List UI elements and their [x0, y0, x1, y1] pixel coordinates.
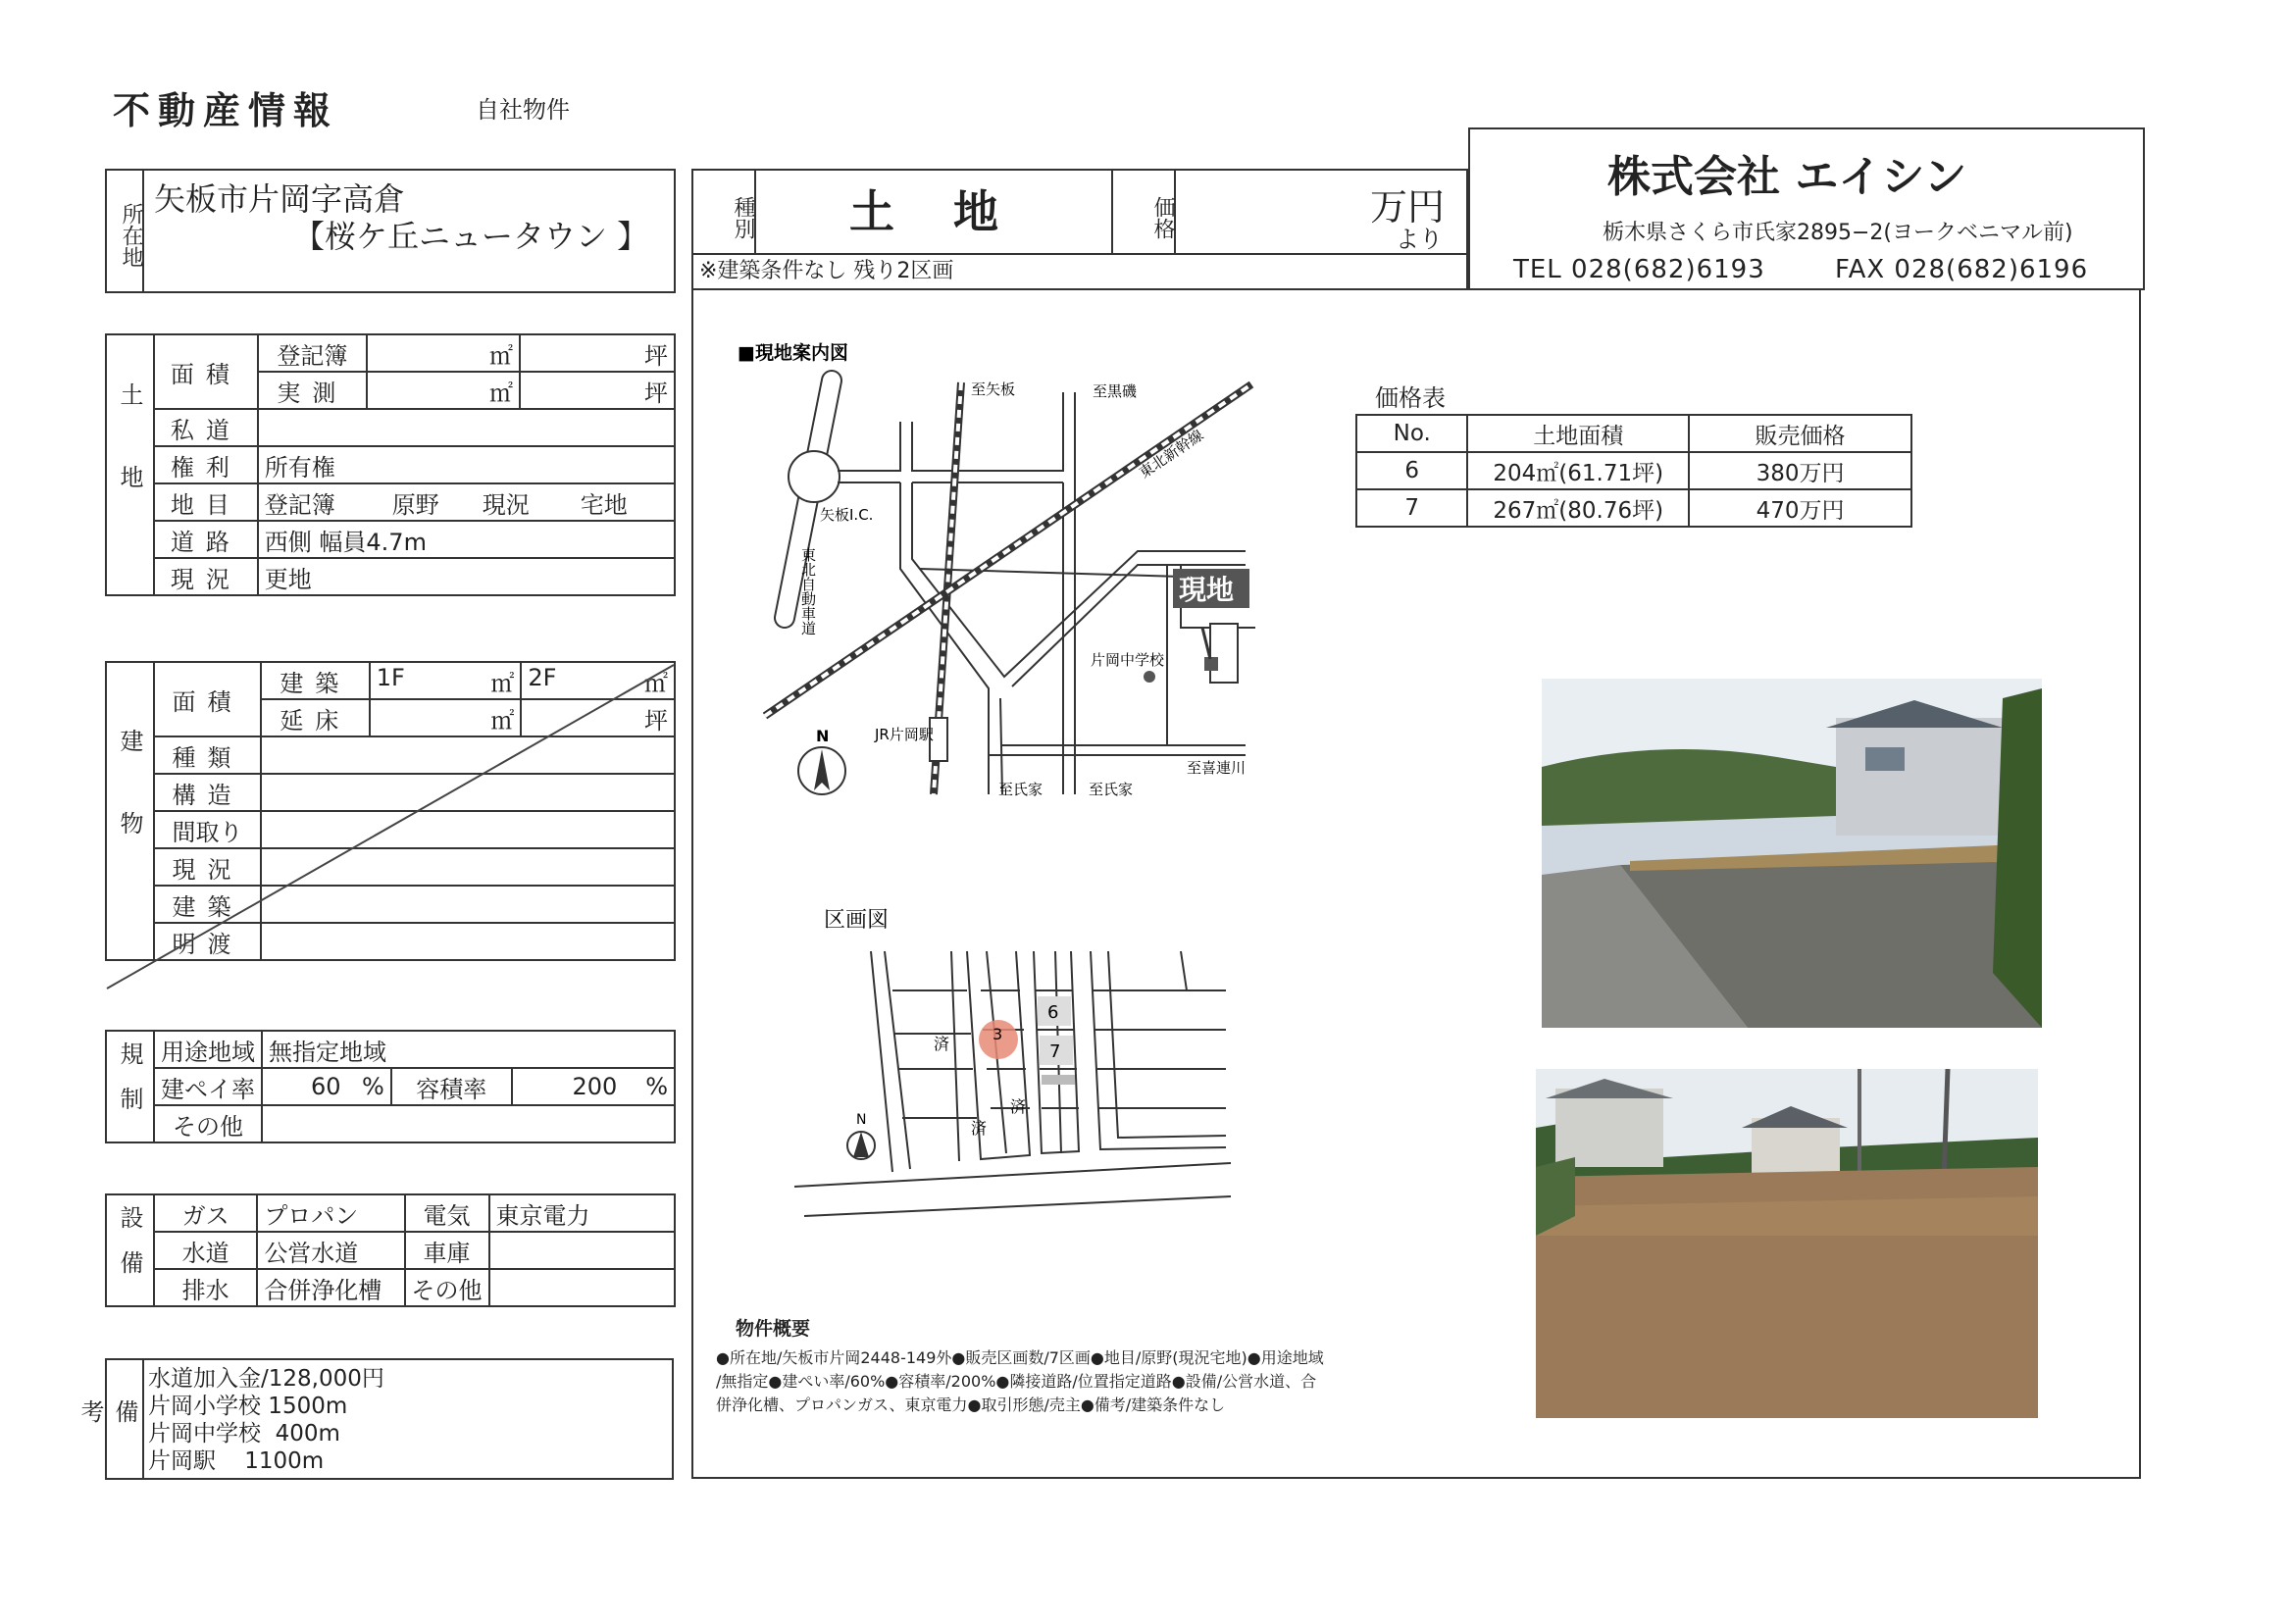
coverage-label: 建ペイ率: [154, 1068, 262, 1105]
garage-value: [489, 1232, 675, 1269]
site-photo-road: [1542, 679, 2042, 1028]
regulation-section-label: 規制: [106, 1031, 154, 1142]
land-table: [105, 333, 676, 596]
land-measured-label: 実測: [258, 372, 367, 409]
built-label: 建築: [154, 886, 261, 923]
category-value: [258, 483, 675, 521]
map-school: 片岡中学校: [1091, 651, 1165, 669]
drain-value: 合併浄化槽: [257, 1269, 404, 1306]
location-box: [105, 169, 676, 293]
private-road-value: [258, 409, 675, 446]
facilities-other-value: [489, 1269, 675, 1306]
land-registry-tsubo: 坪: [520, 334, 675, 372]
regulation-table: [105, 1030, 676, 1143]
rights-label: 権利: [154, 446, 258, 483]
plot-sold2: 済: [1010, 1097, 1027, 1116]
floor2-label: 2F: [528, 663, 557, 691]
price-row-no: 7: [1356, 489, 1467, 527]
regulation-other-label: その他: [154, 1105, 262, 1142]
gas-value: プロパン: [257, 1194, 404, 1232]
layout-label: 間取り: [154, 811, 261, 848]
price-row: [1356, 452, 1911, 489]
land-status-value: 更地: [258, 558, 675, 595]
company-box: [1468, 127, 2145, 290]
kind-label: 種類: [154, 736, 261, 774]
zoning-value: 無指定地域: [262, 1031, 675, 1068]
water-value: 公営水道: [257, 1232, 404, 1269]
price-header-area: 土地面積: [1467, 415, 1689, 452]
page-subtitle: 自社物件: [476, 96, 570, 124]
land-registry-label: 登記簿: [258, 334, 367, 372]
rights-value: 所有権: [258, 446, 675, 483]
remarks-line1: 水道加入金/128,000円: [148, 1366, 384, 1392]
category-registry: 登記簿: [264, 490, 335, 519]
remarks-line4: 片岡駅 1100m: [148, 1448, 325, 1474]
price-table-title: 価格表: [1375, 384, 1446, 412]
land-measured-sqm: ㎡: [367, 372, 520, 409]
total-floor-label: 延床: [261, 699, 370, 736]
gas-label: ガス: [154, 1194, 257, 1232]
coverage-value: 60: [262, 1068, 347, 1105]
regulation-other-value: [262, 1105, 675, 1142]
building-status-label: 現況: [154, 848, 261, 886]
map-station: JR片岡駅: [875, 726, 934, 743]
far-value: 200: [512, 1068, 624, 1105]
plot-sold3: 済: [971, 1119, 988, 1138]
price-row-area: 204㎡(61.71坪): [1467, 452, 1689, 489]
remarks-line3: 片岡中学校 400m: [148, 1421, 340, 1446]
price-header-no: No.: [1356, 415, 1467, 452]
map-shinkansen: 東北新幹線: [1136, 426, 1207, 482]
map-expressway: 東北自動車道: [799, 547, 817, 635]
road-value: 西側 幅員4.7m: [258, 521, 675, 558]
electric-value: 東京電力: [489, 1194, 675, 1232]
price-row-price: 470万円: [1689, 489, 1911, 527]
price-row-price: 380万円: [1689, 452, 1911, 489]
price-unit: 万円: [1370, 185, 1446, 228]
map-ic: 矢板I.C.: [820, 506, 874, 524]
road-label: 道路: [154, 521, 258, 558]
private-road-label: 私道: [154, 409, 258, 446]
plot-lot6: 6: [1047, 1002, 1059, 1023]
type-note: ※建築条件なし 残り2区画: [693, 253, 1466, 288]
plot-north-arrow: [847, 1112, 875, 1159]
price-row: [1356, 489, 1911, 527]
category-registry-value: 原野: [391, 490, 439, 519]
map-to-kitsuregawa: 至喜連川: [1187, 759, 1247, 777]
remarks-box: [76, 1358, 674, 1480]
garage-label: 車庫: [405, 1232, 489, 1269]
building-section-label: 建物: [106, 662, 154, 960]
water-label: 水道: [154, 1232, 257, 1269]
facilities-table: [105, 1193, 676, 1307]
map-to-kuroiso: 至黒磯: [1093, 382, 1138, 400]
type-value: 土 地: [758, 171, 1113, 253]
company-name: 株式会社 エイシン: [1607, 152, 1967, 202]
handover-label: 明渡: [154, 923, 261, 960]
plot-title: 区画図: [824, 908, 890, 933]
map-north-arrow: [798, 727, 845, 794]
facilities-section-label: 設備: [106, 1194, 154, 1306]
overview-line1: ●所在地/矢板市片岡2448-149外●販売区画数/7区画●地目/原野(現況宅地)●用途地域: [716, 1348, 1324, 1367]
land-section-label: 土地: [106, 334, 154, 595]
land-status-label: 現況: [154, 558, 258, 595]
total-floor-sqm: ㎡: [370, 699, 522, 736]
svg-text:N: N: [856, 1112, 867, 1128]
plot-lot3: 3: [993, 1025, 1003, 1043]
overview-line2: /無指定●建ぺい率/60%●容積率/200%●隣接道路/位置指定道路●設備/公営水道、合: [716, 1372, 1317, 1391]
facilities-other-label: その他: [405, 1269, 489, 1306]
type-price-box: [691, 169, 1468, 290]
company-address: 栃木県さくら市氏家2895−2(ヨークベニマル前): [1603, 221, 2073, 245]
plot-sold1: 済: [934, 1035, 950, 1053]
company-tel: TEL 028(682)6193: [1513, 255, 1765, 284]
price-table: [1355, 414, 1912, 528]
map-to-ujiie2: 至氏家: [1089, 781, 1134, 798]
category-label: 地目: [154, 483, 258, 521]
floor1-label: 1F: [376, 663, 405, 691]
category-current: 現況: [482, 490, 530, 519]
map-title: ■現地案内図: [738, 342, 848, 364]
location-line1: 矢板市片岡字高倉: [154, 180, 406, 218]
overview-title: 物件概要: [736, 1318, 811, 1340]
far-pct: %: [623, 1068, 675, 1105]
category-current-value: 宅地: [580, 490, 628, 519]
map-to-yaita: 至矢板: [971, 381, 1016, 398]
location-map: [726, 333, 1275, 814]
coverage-pct: %: [347, 1068, 391, 1105]
plot-lot7: 7: [1049, 1041, 1061, 1062]
svg-text:N: N: [816, 727, 830, 745]
total-floor-tsubo: 坪: [521, 699, 675, 736]
drain-label: 排水: [154, 1269, 257, 1306]
price-row-no: 6: [1356, 452, 1467, 489]
land-measured-tsubo: 坪: [520, 372, 675, 409]
price-label: 価格: [1113, 171, 1176, 253]
building-strike-line: [105, 661, 676, 990]
remarks-section-label: 備考: [107, 1360, 144, 1478]
company-fax: FAX 028(682)6196: [1835, 255, 2089, 284]
land-area-label: 面積: [154, 334, 258, 409]
overview-line3: 併浄化槽、プロパンガス、東京電力●取引形態/売主●備考/建築条件なし: [716, 1396, 1226, 1414]
remarks-line2: 片岡小学校 1500m: [148, 1394, 348, 1419]
far-label: 容積率: [391, 1068, 512, 1105]
location-line2: 【桜ケ丘ニュータウン 】: [293, 218, 649, 255]
site-photo-lot: [1536, 1069, 2038, 1418]
location-label: 所在地: [107, 171, 144, 291]
building-area-label: 面積: [154, 662, 261, 736]
map-to-ujiie1: 至氏家: [998, 781, 1044, 798]
price-suffix: より: [1396, 226, 1443, 253]
floor1-unit: ㎡: [490, 669, 515, 697]
construction-label: 建築: [261, 662, 370, 699]
land-registry-sqm: ㎡: [367, 334, 520, 372]
structure-label: 構造: [154, 774, 261, 811]
site-label: 現地: [1179, 574, 1235, 606]
electric-label: 電気: [405, 1194, 489, 1232]
plot-map: [785, 873, 1246, 1226]
price-header-price: 販売価格: [1689, 415, 1911, 452]
price-row-area: 267㎡(80.76坪): [1467, 489, 1689, 527]
page-title: 不動産情報: [113, 89, 339, 132]
floor2-unit: ㎡: [644, 669, 668, 697]
zoning-label: 用途地域: [154, 1031, 262, 1068]
type-label: 種別: [693, 171, 756, 253]
